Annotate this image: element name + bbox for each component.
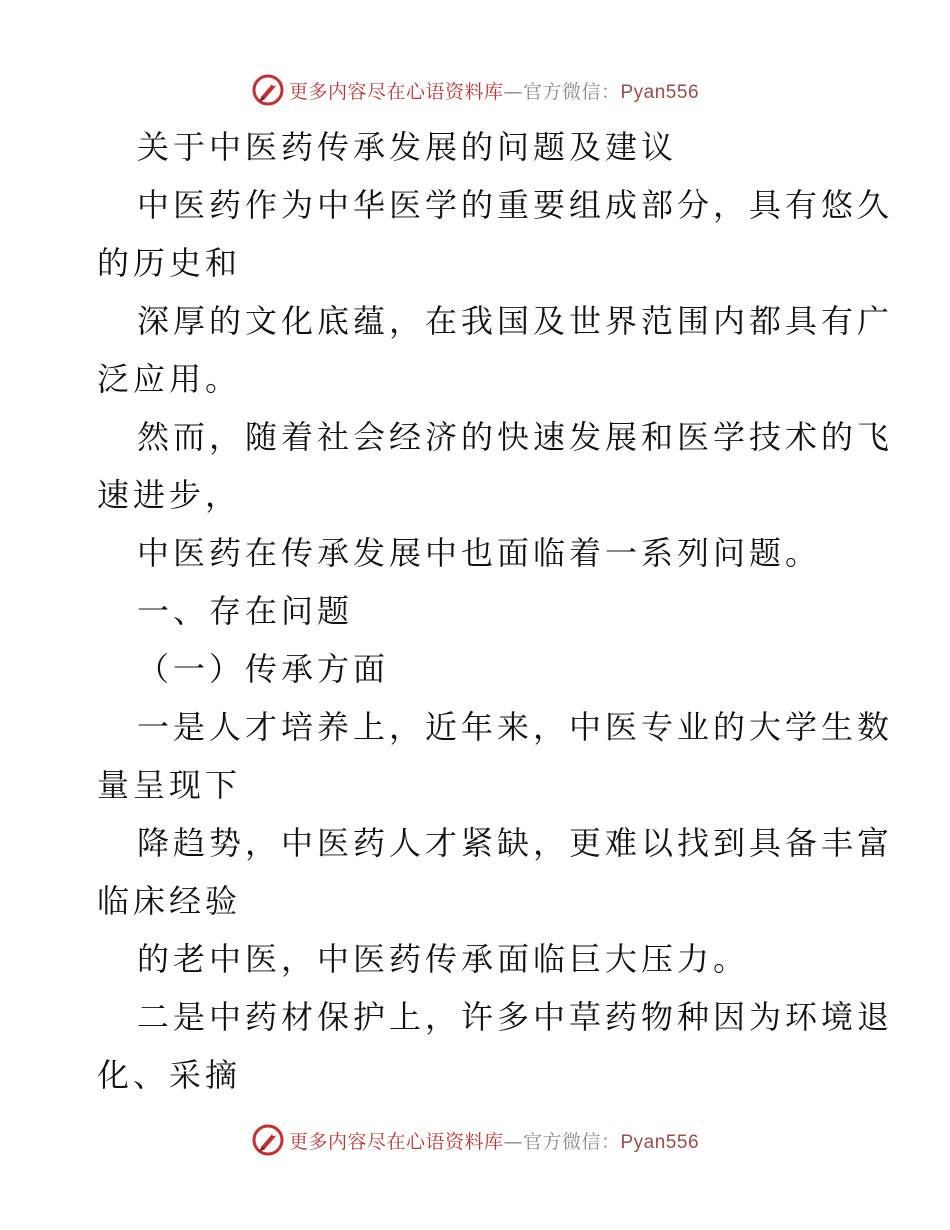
text-line: 中医药作为中华医学的重要组成部分，具有悠久 (137, 186, 894, 224)
watermark-separator: — (503, 80, 523, 103)
text-line: 然而，随着社会经济的快速发展和医学技术的飞 (137, 418, 894, 456)
text-line: 化、采摘 (97, 1056, 242, 1094)
text-line: 泛应用。 (97, 360, 242, 398)
text-line: 一、存在问题 (137, 592, 354, 630)
watermark-text (289, 1127, 699, 1154)
watermark-id: Pyan556 (620, 81, 700, 103)
text-line: 临床经验 (97, 882, 242, 920)
text-line: 二是中药材保护上，许多中草药物种因为环境退 (137, 998, 894, 1036)
watermark-text (289, 77, 699, 104)
text-line: 速进步， (97, 476, 242, 514)
text-line: 一是人才培养上，近年来，中医专业的大学生数 (137, 708, 894, 746)
text-line: 关于中医药传承发展的问题及建议 (137, 128, 678, 166)
watermark-header (0, 68, 950, 112)
watermark-main: 更多内容尽在心语资料库 (288, 80, 504, 103)
text-line: 的老中医，中医药传承面临巨大压力。 (137, 940, 750, 978)
text-line: 量呈现下 (97, 766, 242, 804)
text-line: 中医药在传承发展中也面临着一系列问题。 (137, 534, 822, 572)
text-line: 的历史和 (97, 244, 242, 282)
watermark-id: Pyan556 (620, 1131, 700, 1153)
watermark-separator: — (503, 1130, 523, 1153)
pen-nib-logo-icon (251, 73, 285, 107)
watermark-footer (0, 1118, 950, 1162)
watermark-main: 更多内容尽在心语资料库 (288, 1130, 504, 1153)
text-line: （一）传承方面 (137, 650, 390, 688)
text-line: 深厚的文化底蕴，在我国及世界范围内都具有广 (137, 302, 894, 340)
pen-nib-logo-icon (251, 1123, 285, 1157)
text-line: 降趋势，中医药人才紧缺，更难以找到具备丰富 (137, 824, 894, 862)
watermark-label: 官方微信： (522, 1130, 621, 1153)
watermark-label: 官方微信： (522, 80, 621, 103)
document-body (97, 118, 894, 1104)
